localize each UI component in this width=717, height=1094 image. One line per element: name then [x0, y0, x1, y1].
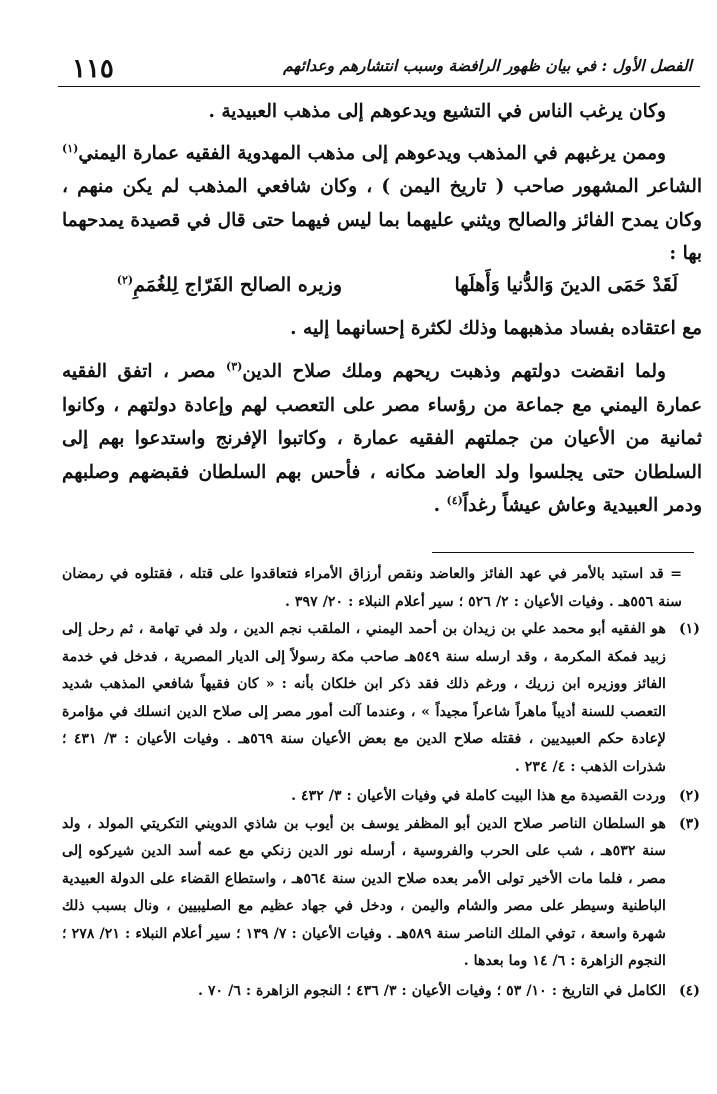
footnote-4-number: (٤) — [678, 982, 700, 999]
footnote-4 — [62, 978, 702, 1006]
verse-first-hemistich: لَقَدْ حَمَى الدينَ وَالدُّنيا وَأَهلَها — [454, 273, 678, 296]
footnote-ref-4: (٤) — [446, 493, 463, 507]
footnote-3-number: (٣) — [678, 815, 700, 832]
verse-second-hemistich — [117, 274, 342, 296]
poem-verse — [62, 272, 702, 312]
footnote-3 — [62, 811, 702, 976]
paragraph-4-end: . — [433, 495, 447, 516]
paragraph-4-part-a: ولما انقضت دولتهم وذهبت ريحهم وملك صلاح الدين — [242, 361, 666, 382]
footnote-2-number: (٢) — [678, 788, 700, 804]
paragraph-2 — [62, 137, 702, 271]
footnote-4-text: الكامل في التاريخ : ١٠/ ٥٣ ؛ وفيات الأعيان : ٣/ ٤٣٦ ؛ النجوم الزاهرة : ٦/ ٧٠ . — [198, 982, 666, 999]
footnote-2 — [62, 783, 702, 811]
paragraph-1: وكان يرغب الناس في التشيع ويدعوهم إلى مذهب العبيدية . — [208, 101, 666, 122]
paragraph-4-part-b: مصر ، اتفق الفقيه عمارة اليمني مع جماعة من رؤساء مصر على التعصب لهم وإعادة دولتهم ، وكانوا ثمانية من الأعيان من جملتهم الفقيه عمارة ، وكاتبوا الإفرنج واستدعوا بهم إلى السلطان حتى يجلسوا ولد العاضد مكانه ، فأحس بهم السلطان فقبضهم وصلبهم ودمر العبيدية وعاش عيشاً رغداً — [62, 361, 702, 516]
footnote-1 — [62, 616, 702, 781]
main-text — [62, 95, 702, 523]
footnote-separator — [432, 552, 694, 553]
page-number: ١١٥ — [72, 54, 114, 84]
footnote-3-text: هو السلطان الناصر صلاح الدين أبو المظفر يوسف بن أيوب بن شاذي الدويني التكريتي المولد ، ولد سنة ٥٣٢هـ ، شب على الحرب والفروسية ، أرسله نور الدين زنكي مع عمه أسد الدين شيركوه إلى مصر ، فلما مات الأخير تولى الأمر بعده صلاح الدين سنة ٥٦٤هـ ، واستطاع القضاء على الدولة العبيدية الباطنية وسيطر على مصر والشام واليمن ، ودخل في جهاد عظيم مع الصليبيين ، ونال بسبب ذلك شهرة واسعة ، توفي الملك الناصر سنة ٥٨٩هـ . وفيات الأعيان : ٧/ ١٣٩ ؛ سير أعلام النبلاء : ٢١/ ٢٧٨ ؛ النجوم الزاهرة : ٦/ ١٤ وما بعدها . — [62, 815, 666, 969]
footnote-1-text: هو الفقيه أبو محمد علي بن زيدان بن أحمد اليمني ، الملقب نجم الدين ، ولد في تهامة ، ثم رحل إلى زبيد فمكة المكرمة ، وقد ارسله سنة ٥٤٩هـ صاحب مكة رسولاً إلى الديار المصرية ، فدخل في خدمة الفائز ووزيره ابن زريك ، ورغم ذلك فقد ذكر ابن خلكان بأنه : « كان فقيهاً شافعي المذهب شديد التعصب للسنة أديباً ماهراً شاعراً مجيداً » ، وعندما آلت أمور مصر إلى صلاح الدين انسلك في مؤامرة لإعادة حكم العبيديين ، فقتله صلاح الدين مع بعض الأعيان سنة ٥٦٩هـ . وفيات الأعيان : ٣/ ٤٣١ ؛ شذرات الذهب : ٤/ ٢٣٤ . — [62, 621, 666, 775]
footnote-continuation: = قد استبد بالأمر في عهد الفائز والعاضد ونقص أرزاق الأمراء فتعاقدوا على قتله ، فقتلوه في رمضان سنة ٥٥٦هـ . وفيات الأعيان : ٢/ ٥٢٦ ؛ سير أعلام النبلاء : ٢٠/ ٣٩٧ . — [62, 566, 682, 610]
page-header — [58, 46, 700, 86]
footnotes — [62, 561, 702, 1005]
footnote-ref-3: (٣) — [226, 359, 243, 373]
paragraph-2-part-b: الشاعر المشهور صاحب ( تاريخ اليمن ) ، وكان شافعي المذهب لم يكن منهم ، وكان يمدح الفائز والصالح ويثني عليهما بما ليس فيهما حتى قال في قصيدة يمدحهما بها : — [62, 176, 702, 264]
paragraph-3: مع اعتقاده بفساد مذهبهما وذلك لكثرة إحسانهما إليه . — [290, 317, 702, 339]
footnote-ref-2: (٢) — [116, 273, 134, 287]
header-rule — [58, 86, 700, 87]
running-title: الفصل الأول : في بيان ظهور الرافضة وسبب انتشارهم وعدائهم — [283, 56, 692, 75]
verse-second-text: وزيره الصالح الفَرّاج لِلغُمَمِ — [133, 273, 342, 296]
paragraph-2-part-a: وممن يرغبهم في المذهب ويدعوهم إلى مذهب المهدوية الفقيه عمارة اليمني — [78, 142, 666, 164]
paragraph-4 — [62, 355, 702, 523]
footnote-ref-1: (١) — [62, 141, 79, 155]
footnote-2-text: وردت القصيدة مع هذا البيت كاملة في وفيات الأعيان : ٣/ ٤٣٢ . — [291, 788, 666, 804]
footnote-1-number: (١) — [678, 621, 700, 637]
